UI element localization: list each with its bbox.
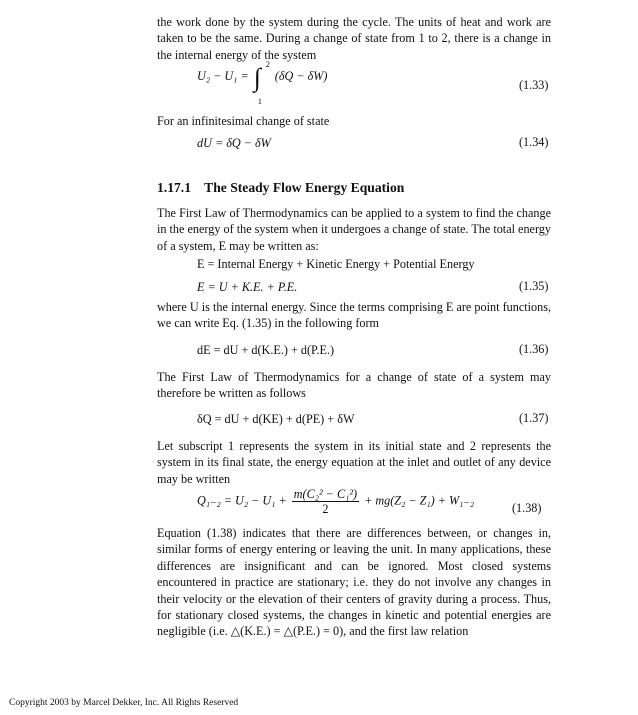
paragraph-text: For an infinitesimal change of state xyxy=(157,114,330,128)
paragraph-text: Equation (1.38) indicates that there are differences between, or changes in, similar forms of energy entering or leaving the unit. In many applications, these differences are insignificant and can be ignored. Most closed systems encountered in practice are stationary; i.e. they do not involve any changes in their velocity or the elevation of their centers of gravity during a process. Thus, for stationary closed systems, the changes in kinetic and potential energies are negligible (i.e. △(K.E.) = △(P.E.) = 0), and the first law relation xyxy=(157,526,551,639)
integral-lower-limit: 1 xyxy=(257,96,262,106)
equation-number: (1.35) xyxy=(519,279,549,293)
equation-number: (1.38) xyxy=(512,501,542,515)
paragraph-text: Let subscript 1 represents the system in its initial state and 2 represents the system in its final state, the energy equation at the inlet and outlet of any device may be written xyxy=(157,439,551,486)
body-paragraph-7 xyxy=(157,525,551,640)
paragraph-text: The First Law of Thermodynamics can be applied to a system to find the change in the energy of the system when it undergoes a change of state. The total energy of a system, E may be written as: xyxy=(157,206,551,253)
equation-number: (1.33) xyxy=(519,78,549,92)
kinetic-energy-fraction xyxy=(292,487,359,516)
equation-1-38 xyxy=(197,487,474,516)
equation-1-33 xyxy=(197,59,328,106)
fraction-denominator: 2 xyxy=(322,502,329,516)
equation-number: (1.37) xyxy=(519,411,549,425)
equation-integrand: (δQ − δW) xyxy=(274,69,328,83)
body-paragraph-6 xyxy=(157,438,551,487)
body-paragraph-5 xyxy=(157,369,551,402)
body-paragraph-2 xyxy=(157,113,551,129)
fraction-numerator: m(C₂² − C₁²) xyxy=(293,487,358,501)
equation-lhs: U₂ − U₁ = xyxy=(197,69,249,83)
equation-number: (1.36) xyxy=(519,342,549,356)
body-paragraph-3 xyxy=(157,205,551,254)
equation-1-34: dU = δQ − δW xyxy=(197,136,271,150)
integral-upper-limit: 2 xyxy=(265,59,270,69)
equation-rhs: + mg(Z₂ − Z₁) + W₁₋₂ xyxy=(364,493,475,508)
equation-number: (1.34) xyxy=(519,135,549,149)
section-heading xyxy=(157,180,404,196)
copyright-footer: Copyright 2003 by Marcel Dekker, Inc. All Rights Reserved xyxy=(9,698,239,708)
integral xyxy=(252,59,272,106)
paragraph-text: The First Law of Thermodynamics for a change of state of a system may therefore be written as follows xyxy=(157,370,551,401)
equation-lhs: Q₁₋₂ = U₂ − U₁ + xyxy=(197,493,287,508)
section-title: The Steady Flow Energy Equation xyxy=(204,180,405,195)
equation-energy-definition: E = Internal Energy + Kinetic Energy + Potential Energy xyxy=(197,257,475,271)
body-paragraph-1 xyxy=(157,14,551,63)
paragraph-text: the work done by the system during the cycle. The units of heat and work are taken to be the same. During a change of state from 1 to 2, there is a change in the internal energy of the system xyxy=(157,15,551,62)
paragraph-text: where U is the internal energy. Since the terms comprising E are point functions, we can write Eq. (1.35) in the following form xyxy=(157,300,551,331)
equation-1-37: δQ = dU + d(KE) + d(PE) + δW xyxy=(197,412,355,426)
integral-sign: ∫ xyxy=(253,63,261,92)
equation-1-36: dE = dU + d(K.E.) + d(P.E.) xyxy=(197,343,335,357)
equation-1-35: E = U + K.E. + P.E. xyxy=(197,280,298,294)
body-paragraph-4 xyxy=(157,299,551,332)
section-number: 1.17.1 xyxy=(157,180,191,195)
